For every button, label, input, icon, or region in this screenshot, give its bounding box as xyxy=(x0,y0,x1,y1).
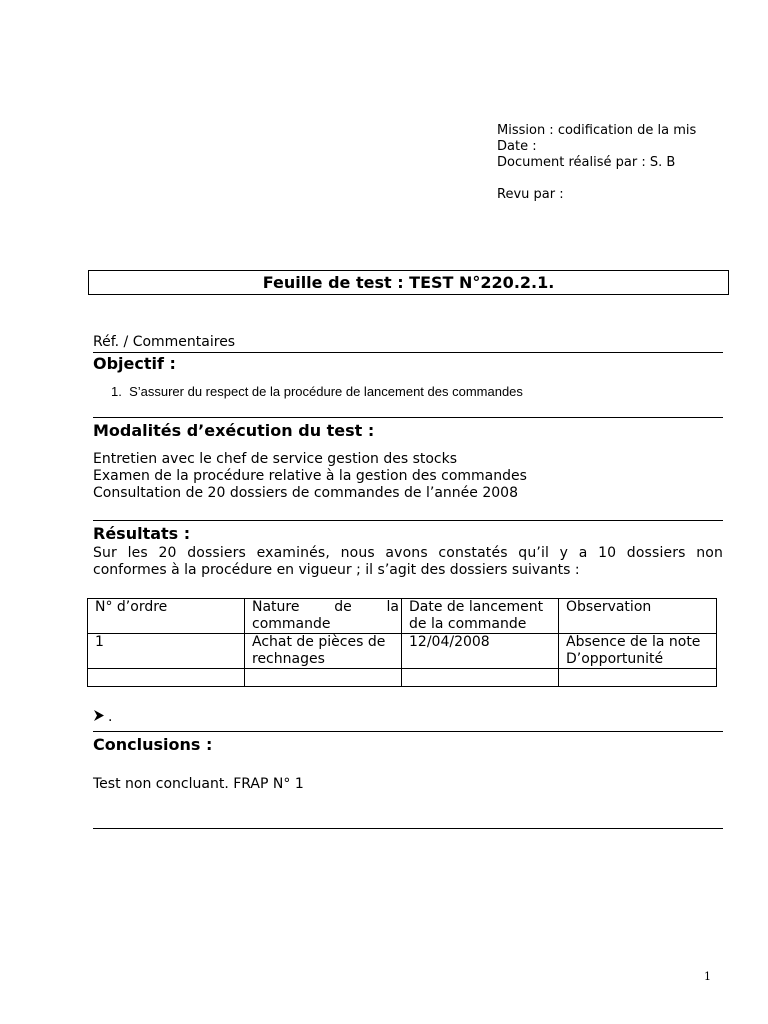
author-line: Document réalisé par : S. B xyxy=(497,155,676,170)
cell-order: 1 xyxy=(88,634,245,669)
bullet-item xyxy=(94,709,112,726)
section-divider xyxy=(93,731,723,732)
mission-line: Mission : codification de la mis xyxy=(497,123,697,138)
objective-item-text: S’assurer du respect de la procédure de lancement des commandes xyxy=(129,384,523,399)
date-line: Date : xyxy=(497,139,537,154)
empty-cell xyxy=(402,669,559,687)
arrow-bullet-icon xyxy=(94,709,108,726)
objective-item xyxy=(111,384,523,400)
header-cell-nature: Nature de la commande xyxy=(245,599,402,634)
table-row-empty xyxy=(88,669,717,687)
empty-cell xyxy=(559,669,717,687)
bullet-text: . xyxy=(108,709,113,725)
objective-item-number: 1. xyxy=(111,384,122,399)
reviewed-line: Revu par : xyxy=(497,187,564,202)
modality-line: Consultation de 20 dossiers de commandes de l’année 2008 xyxy=(93,485,518,501)
cell-nature: Achat de pièces de rechnages xyxy=(245,634,402,669)
results-heading: Résultats : xyxy=(93,524,191,543)
modality-line: Examen de la procédure relative à la gestion des commandes xyxy=(93,468,527,484)
section-divider xyxy=(93,352,723,353)
conclusions-text: Test non concluant. FRAP N° 1 xyxy=(93,776,304,792)
test-sheet-title: Feuille de test : TEST N°220.2.1. xyxy=(88,270,729,295)
header-cell-observation: Observation xyxy=(559,599,717,634)
results-intro-line: Sur les 20 dossiers examinés, nous avons constatés qu’il y a 10 dossiers non xyxy=(93,545,723,561)
nonconforming-files-table xyxy=(87,598,717,687)
header-cell-date: Date de lancement de la commande xyxy=(402,599,559,634)
page-number: 1 xyxy=(704,970,711,983)
table-row xyxy=(88,634,717,669)
modalities-heading: Modalités d’exécution du test : xyxy=(93,421,375,440)
cell-date: 12/04/2008 xyxy=(402,634,559,669)
ref-comments-label: Réf. / Commentaires xyxy=(93,334,236,350)
empty-cell xyxy=(88,669,245,687)
results-intro xyxy=(93,545,723,579)
results-intro-line: conformes à la procédure en vigueur ; il s’agit des dossiers suivants : xyxy=(93,562,580,578)
table-header-row xyxy=(88,599,717,634)
objective-heading: Objectif : xyxy=(93,354,176,373)
section-divider xyxy=(93,828,723,829)
header-cell-order: N° d’ordre xyxy=(88,599,245,634)
empty-cell xyxy=(245,669,402,687)
section-divider xyxy=(93,417,723,418)
section-divider xyxy=(93,520,723,521)
cell-observation: Absence de la note D’opportunité xyxy=(559,634,717,669)
conclusions-heading: Conclusions : xyxy=(93,735,213,754)
modality-line: Entretien avec le chef de service gestion des stocks xyxy=(93,451,458,467)
